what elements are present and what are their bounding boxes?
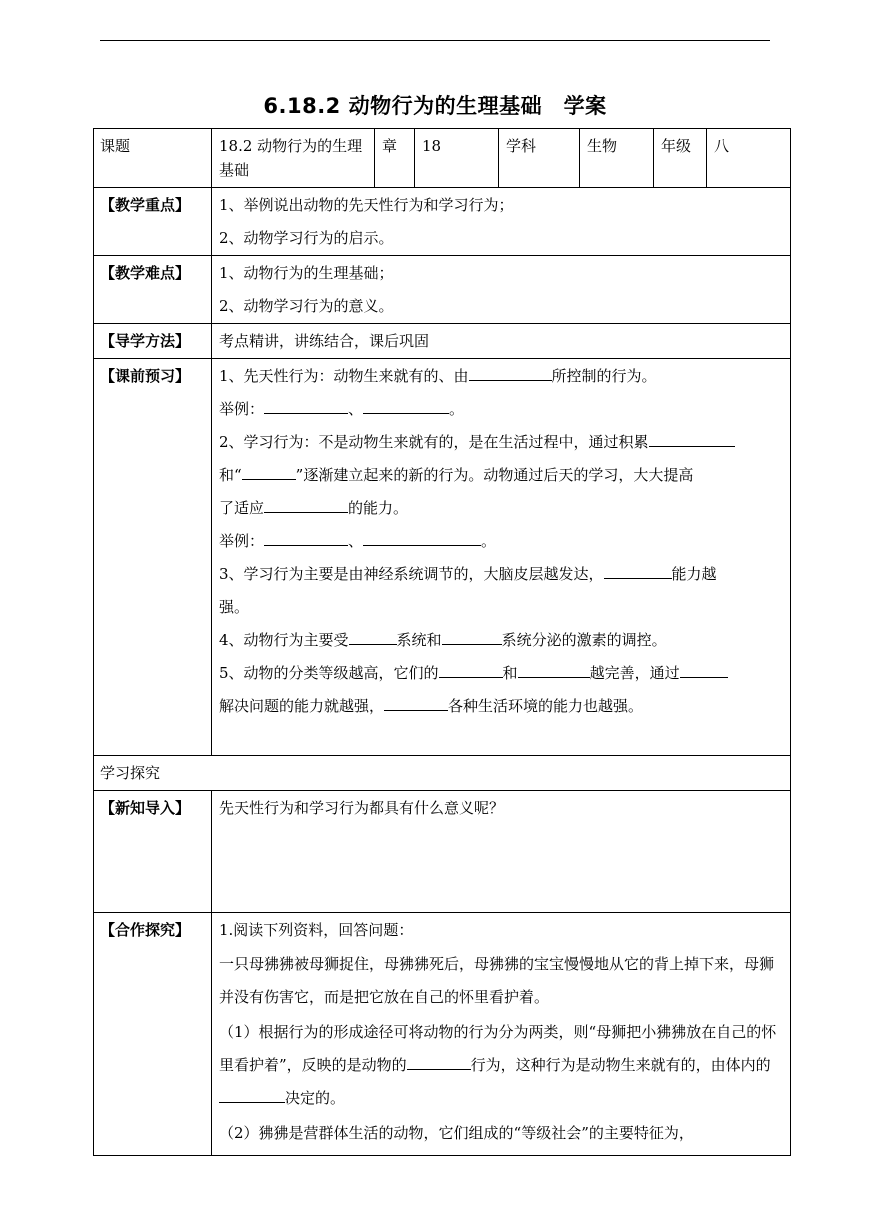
zhang-label: 章 [375,129,415,188]
fill-blank[interactable] [439,661,503,678]
fill-blank[interactable] [349,628,397,645]
fill-blank[interactable] [680,661,728,678]
method-label: 【导学方法】 [94,324,212,359]
intro-row [94,791,791,913]
fill-blank[interactable] [242,463,296,480]
coop-p3: （1）根据行为的形成途径可将动物的行为分为两类，则“母狮把小狒狒放在自己的怀里看护着”，反映的是动物的 行为，这种行为是动物生来就有的，由体内的决定的。 [219,1023,777,1107]
preview-q2-line2: 和“ ”逐渐建立起来的新的行为。动物通过后天的学习，大大提高 [219,463,783,487]
difficulty-item: 2、动物学习行为的意义。 [219,297,394,315]
zhang-value: 18 [415,129,499,188]
coop-label: 【合作探究】 [94,913,212,1156]
intro-text: 先天性行为和学习行为都具有什么意义呢？ [212,791,791,913]
xueke-label: 学科 [499,129,580,188]
fill-blank[interactable] [604,562,672,579]
preview-label: 【课前预习】 [94,359,212,756]
coop-p2: 一只母狒狒被母狮捉住，母狒狒死后，母狒狒的宝宝慢慢地从它的背上掉下来，母狮并没有伤害它，而是把它放在自己的怀里看护着。 [219,955,775,1006]
info-row [94,129,791,188]
ke-ti-value: 18.2 动物行为的生理基础 [212,129,375,188]
preview-q2-line1: 2、学习行为：不是动物生来就有的，是在生活过程中，通过积累 [219,430,783,454]
preview-ex2: 举例： 、 。 [219,529,783,553]
preview-row [94,359,791,756]
ke-ti-label: 课题 [94,129,212,188]
fill-blank[interactable] [264,529,348,546]
difficulties-row [94,256,791,324]
fill-blank[interactable] [518,661,590,678]
difficulties-content [212,256,791,324]
fill-blank[interactable] [384,694,448,711]
fill-blank[interactable] [363,397,449,414]
xueke-value: 生物 [580,129,654,188]
coop-p1: 1.阅读下列资料，回答问题： [219,921,414,939]
nianji-value: 八 [707,129,791,188]
explore-row [94,756,791,791]
difficulty-item: 1、动物行为的生理基础； [219,264,394,282]
fill-blank[interactable] [649,430,735,447]
coop-row [94,913,791,1156]
key-points-content [212,188,791,256]
preview-q2-line3: 了适应 的能力。 [219,496,783,520]
fill-blank[interactable] [442,628,502,645]
nianji-label: 年级 [654,129,707,188]
lesson-plan-table [93,128,791,1156]
preview-q4: 4、动物行为主要受 系统和 系统分泌的激素的调控。 [219,628,783,652]
preview-ex1: 举例： 、 。 [219,397,783,421]
preview-q5-line1: 5、动物的分类等级越高，它们的 和 越完善，通过 [219,661,783,685]
fill-blank[interactable] [469,364,552,381]
preview-q1: 1、先天性行为：动物生来就有的、由 所控制的行为。 [219,364,783,388]
coop-content [212,913,791,1156]
fill-blank[interactable] [264,496,348,513]
method-row [94,324,791,359]
key-point-item: 1、举例说出动物的先天性行为和学习行为； [219,196,514,214]
preview-q3-line1: 3、学习行为主要是由神经系统调节的，大脑皮层越发达， 能力越 [219,562,783,586]
fill-blank[interactable] [219,1086,285,1103]
fill-blank[interactable] [363,529,481,546]
key-point-item: 2、动物学习行为的启示。 [219,229,394,247]
key-points-row [94,188,791,256]
method-text: 考点精讲，讲练结合，课后巩固 [212,324,791,359]
preview-q5-line2: 解决问题的能力就越强， 各种生活环境的能力也越强。 [219,694,783,718]
intro-label: 【新知导入】 [94,791,212,913]
coop-p4: （2）狒狒是营群体生活的动物，它们组成的“等级社会”的主要特征为， [219,1124,694,1142]
preview-content [212,359,791,756]
difficulties-label: 【教学难点】 [94,256,212,324]
page-title: 6.18.2 动物行为的生理基础 学案 [263,94,607,118]
key-points-label: 【教学重点】 [94,188,212,256]
fill-blank[interactable] [407,1053,471,1070]
preview-q3-line2: 强。 [219,598,250,616]
fill-blank[interactable] [264,397,348,414]
header-rule [100,40,770,41]
explore-label: 学习探究 [94,756,791,791]
